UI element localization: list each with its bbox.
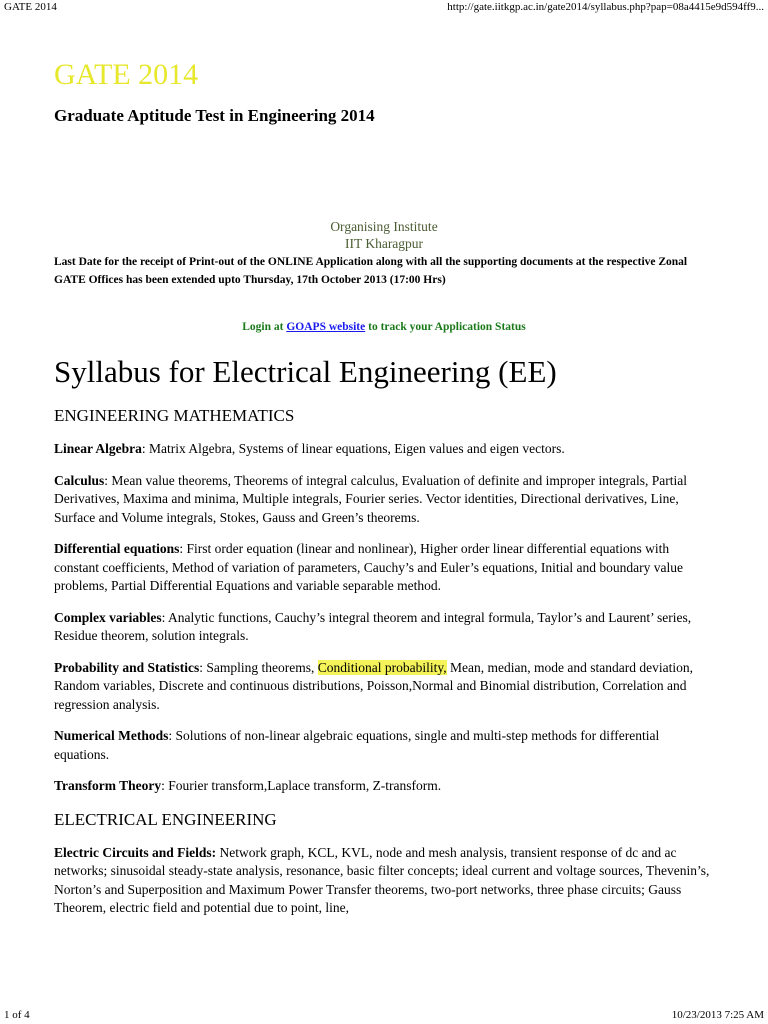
deadline-notice: Last Date for the receipt of Print-out of the ONLINE Application along with all the supporting documents at the respective Zonal GATE Offices has been extended upto Thursday, 17th October 2013 (17:00 Hrs) xyxy=(54,256,688,286)
topic-text: Mean, median, mode and standard deviation, Random variables, Discrete and continuous distributions, Poisson,Normal and Binomial distribution, Correlation and regression analysis. xyxy=(54,659,693,712)
goaps-website-link[interactable]: GOAPS website xyxy=(286,321,366,333)
syllabus-topic xyxy=(54,777,714,796)
print-footer xyxy=(0,1009,768,1023)
topic-term: Calculus xyxy=(54,472,105,488)
topic-term: Complex variables xyxy=(54,609,162,625)
site-title: GATE 2014 xyxy=(54,58,199,91)
section-heading: ENGINEERING MATHEMATICS xyxy=(54,406,295,425)
page-content xyxy=(54,58,714,931)
organising-institute xyxy=(54,218,714,252)
syllabus-topic xyxy=(54,659,714,715)
syllabus-topic xyxy=(54,727,714,764)
topic-text: Sampling theorems, xyxy=(206,659,318,675)
login-line xyxy=(54,321,714,333)
topic-separator: : xyxy=(179,541,187,556)
syllabus-title: Syllabus for Electrical Engineering (EE) xyxy=(54,354,557,389)
topic-text: Fourier transform,Laplace transform, Z-transform. xyxy=(168,778,442,793)
print-header-url: http://gate.iitkgp.ac.in/gate2014/syllabus.php?pap=08a4415e9d594ff9... xyxy=(447,1,764,13)
site-subtitle: Graduate Aptitude Test in Engineering 2014 xyxy=(54,106,375,125)
syllabus-sections xyxy=(54,405,714,918)
topic-term: Linear Algebra xyxy=(54,441,142,456)
topic-text: Network graph, KCL, KVL, node and mesh analysis, transient response of dc and ac networks; sinusoidal steady-state analysis, resonance, basic filter concepts; ideal current and voltage sources, Thevenin’s, Norton’s and Superposition and Maximum Power Transfer theorems, two-port networks, three phase circuits; Gauss Theorem, electric field and potential due to point, line, xyxy=(54,844,710,915)
topic-separator: : xyxy=(161,609,169,625)
topic-term: Probability and Statistics xyxy=(54,659,200,675)
topic-separator: : xyxy=(168,728,176,743)
org-line-1: Organising Institute xyxy=(330,219,438,234)
topic-separator: : xyxy=(161,778,169,793)
topic-term: Electric Circuits and Fields: xyxy=(54,844,217,860)
login-suffix: to track your Application Status xyxy=(365,321,526,333)
syllabus-topic xyxy=(54,844,714,918)
print-header-title: GATE 2014 xyxy=(4,1,57,13)
topic-term: Transform Theory xyxy=(54,778,162,793)
syllabus-topic xyxy=(54,540,714,596)
syllabus-topic xyxy=(54,609,714,646)
topic-separator: : xyxy=(199,659,207,675)
topic-separator: : xyxy=(104,472,112,488)
topic-term: Differential equations xyxy=(54,541,180,556)
highlighted-text: Conditional probability, xyxy=(317,659,447,675)
topic-text: Solutions of non-linear algebraic equations, single and multi-step methods for differential equations. xyxy=(54,728,660,762)
section-heading: ELECTRICAL ENGINEERING xyxy=(54,809,277,829)
topic-term: Numerical Methods xyxy=(54,728,169,743)
print-header xyxy=(0,1,768,15)
print-footer-datetime: 10/23/2013 7:25 AM xyxy=(671,1009,764,1021)
topic-text: First order equation (linear and nonlinear), Higher order linear differential equations with constant coefficients, Method of variation of parameters, Cauchy’s and Euler’s equations, Initial and boundary value problems, Partial Differential Equations and variable separable method. xyxy=(54,541,683,593)
syllabus-topic xyxy=(54,472,714,528)
topic-text: Analytic functions, Cauchy’s integral theorem and integral formula, Taylor’s and Laurent’ series, Residue theorem, solution integrals. xyxy=(54,609,692,643)
org-line-2: IIT Kharagpur xyxy=(344,236,424,251)
login-prefix: Login at xyxy=(242,321,287,333)
syllabus-topic xyxy=(54,440,714,459)
topic-text: Matrix Algebra, Systems of linear equations, Eigen values and eigen vectors. xyxy=(149,441,565,456)
topic-separator: : xyxy=(141,441,150,456)
topic-text: Mean value theorems, Theorems of integral calculus, Evaluation of definite and improper integrals, Partial Derivatives, Maxima and minima, Multiple integrals, Fourier series. Vector identities, Directional derivatives, Line, Surface and Volume integrals, Stokes, Gauss and Green’s theorems. xyxy=(54,472,687,525)
print-footer-page: 1 of 4 xyxy=(4,1009,30,1021)
